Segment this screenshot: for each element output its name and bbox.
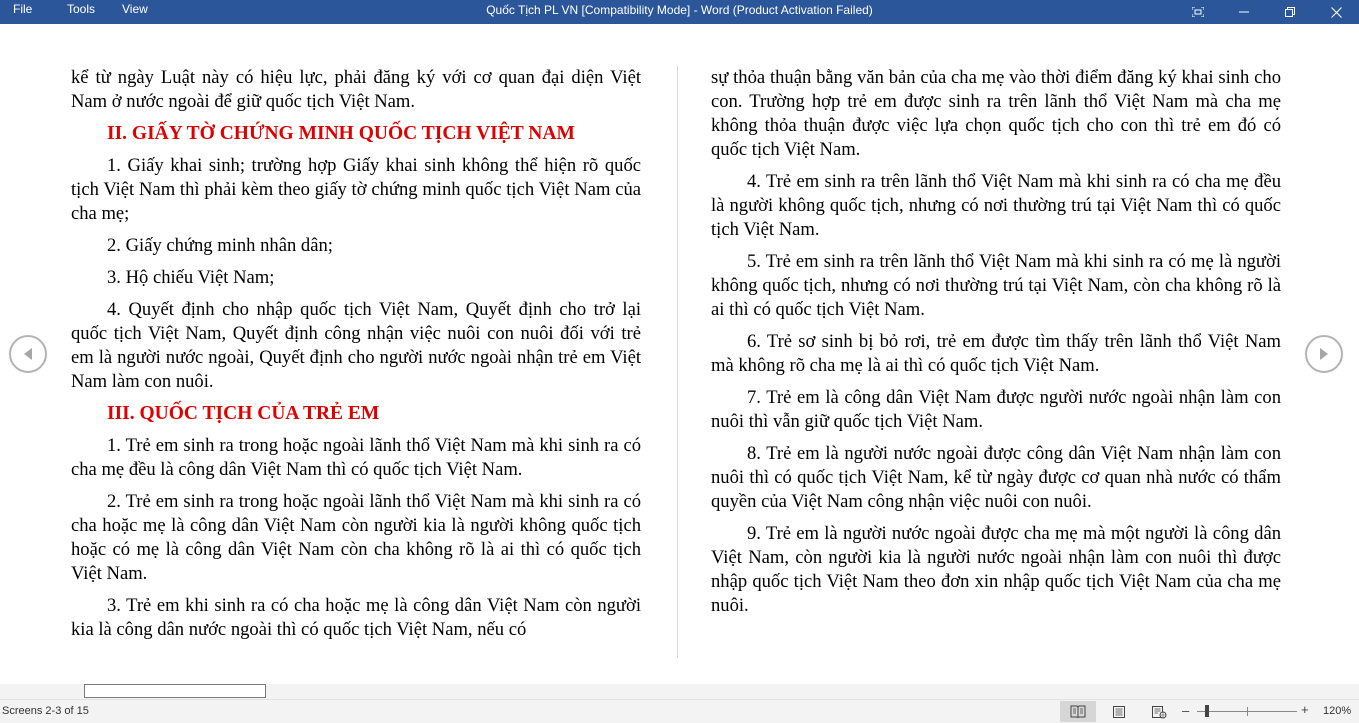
paragraph: 7. Trẻ em là công dân Việt Nam được người nước ngoài nhận làm con nuôi thì vẫn giữ quốc tịch Việt Nam. xyxy=(711,387,1281,432)
zoom-in-button[interactable]: + xyxy=(1301,702,1309,717)
paragraph: 1. Trẻ em sinh ra trong hoặc ngoài lãnh thổ Việt Nam mà khi sinh ra có cha mẹ đều là công dân Việt Nam thì có quốc tịch Việt Nam. xyxy=(71,435,641,480)
status-bar xyxy=(0,699,1359,723)
section-heading: III. QUỐC TỊCH CỦA TRẺ EM xyxy=(107,403,380,424)
minimize-button[interactable] xyxy=(1221,0,1267,24)
reading-pane xyxy=(0,24,1359,684)
minimize-icon xyxy=(1239,7,1249,17)
arrow-right-icon xyxy=(1318,347,1330,361)
paragraph: 2. Giấy chứng minh nhân dân; xyxy=(107,235,333,256)
paragraph: 9. Trẻ em là người nước ngoài được cha mẹ mà một người là công dân Việt Nam, còn người kia là người nước ngoài nhận làm con nuôi thì được nhập quốc tịch Việt Nam theo đơn xin nhập quốc tịch Việt Nam của cha mẹ nuôi. xyxy=(711,523,1281,616)
previous-screen-button[interactable] xyxy=(9,335,47,373)
section-heading: II. GIẤY TỜ CHỨNG MINH QUỐC TỊCH VIỆT NAM xyxy=(107,123,575,144)
read-mode-button[interactable] xyxy=(1060,701,1096,722)
paragraph: 6. Trẻ sơ sinh bị bỏ rơi, trẻ em được tìm thấy trên lãnh thổ Việt Nam mà không rõ cha mẹ là ai thì có quốc tịch Việt Nam. xyxy=(711,331,1281,376)
zoom-slider-midmark xyxy=(1247,707,1248,716)
window-title: Quốc Tịch PL VN [Compatibility Mode] - Word (Product Activation Failed) xyxy=(486,3,873,17)
focus-button[interactable] xyxy=(1175,0,1221,24)
paragraph: 2. Trẻ em sinh ra trong hoặc ngoài lãnh thổ Việt Nam mà khi sinh ra có cha hoặc mẹ là công dân Việt Nam còn người kia là người không quốc tịch hoặc có mẹ là công dân Việt Nam còn cha không rõ là ai thì có quốc tịch Việt Nam. xyxy=(71,491,641,584)
left-page-column xyxy=(71,66,641,650)
right-page-column xyxy=(711,66,1281,626)
next-screen-button[interactable] xyxy=(1305,335,1343,373)
zoom-slider-thumb[interactable] xyxy=(1205,705,1209,717)
web-layout-icon xyxy=(1151,705,1167,719)
horizontal-scroll-area xyxy=(0,684,1359,699)
page-divider xyxy=(677,66,678,658)
paragraph: 4. Quyết định cho nhập quốc tịch Việt Nam, Quyết định cho trở lại quốc tịch Việt Nam, Quyết định công nhận việc nuôi con nuôi đối với trẻ em là người nước ngoài, Quyết định cho người nước ngoài nhận trẻ em Việt Nam làm con nuôi. xyxy=(71,299,641,392)
paragraph: 8. Trẻ em là người nước ngoài được công dân Việt Nam nhận làm con nuôi thì có quốc tịch Việt Nam, kể từ ngày được cơ quan nhà nước có thẩm quyền của Việt Nam công nhận việc nuôi con nuôi. xyxy=(711,443,1281,512)
paragraph: 5. Trẻ em sinh ra trên lãnh thổ Việt Nam mà khi sinh ra có mẹ là người không quốc tịch, nhưng có nơi thường trú tại Việt Nam, còn cha không rõ là ai thì có quốc tịch Việt Nam. xyxy=(711,251,1281,320)
zoom-level[interactable]: 120% xyxy=(1323,705,1352,717)
restore-icon xyxy=(1285,7,1295,17)
focus-icon xyxy=(1192,7,1204,17)
paragraph: sự thỏa thuận bằng văn bản của cha mẹ vào thời điểm đăng ký khai sinh cho con. Trường hợp trẻ em được sinh ra trên lãnh thổ Việt Nam mà cha mẹ không thỏa thuận được việc lựa chọn quốc tịch cho con thì trẻ em đó có quốc tịch Việt Nam. xyxy=(711,67,1281,160)
web-layout-button[interactable] xyxy=(1141,701,1177,722)
horizontal-scrollbar-thumb[interactable] xyxy=(84,684,266,698)
close-button[interactable] xyxy=(1313,0,1359,24)
title-bar xyxy=(0,0,1359,24)
paragraph: 3. Hộ chiếu Việt Nam; xyxy=(107,267,275,288)
menu-view[interactable]: View xyxy=(122,2,148,16)
paragraph: 4. Trẻ em sinh ra trên lãnh thổ Việt Nam mà khi sinh ra có cha mẹ đều là người không quốc tịch, nhưng có nơi thường trú tại Việt Nam thì có quốc tịch Việt Nam. xyxy=(711,171,1281,240)
restore-button[interactable] xyxy=(1267,0,1313,24)
zoom-out-button[interactable]: – xyxy=(1182,703,1190,718)
paragraph: 3. Trẻ em khi sinh ra có cha hoặc mẹ là công dân Việt Nam còn người kia là công dân nước ngoài thì có quốc tịch Việt Nam, nếu có xyxy=(71,595,641,640)
print-layout-button[interactable] xyxy=(1101,701,1137,722)
close-icon xyxy=(1331,7,1342,18)
screen-count: Screens 2-3 of 15 xyxy=(2,705,89,717)
arrow-left-icon xyxy=(22,347,34,361)
menu-tools[interactable]: Tools xyxy=(67,2,96,16)
print-layout-icon xyxy=(1112,705,1126,719)
read-mode-icon xyxy=(1070,705,1086,718)
menu-file[interactable]: File xyxy=(13,2,33,16)
paragraph: 1. Giấy khai sinh; trường hợp Giấy khai sinh không thể hiện rõ quốc tịch Việt Nam thì phải kèm theo giấy tờ chứng minh quốc tịch Việt Nam của cha mẹ; xyxy=(71,155,641,224)
paragraph: kể từ ngày Luật này có hiệu lực, phải đăng ký với cơ quan đại diện Việt Nam ở nước ngoài để giữ quốc tịch Việt Nam. xyxy=(71,67,641,112)
